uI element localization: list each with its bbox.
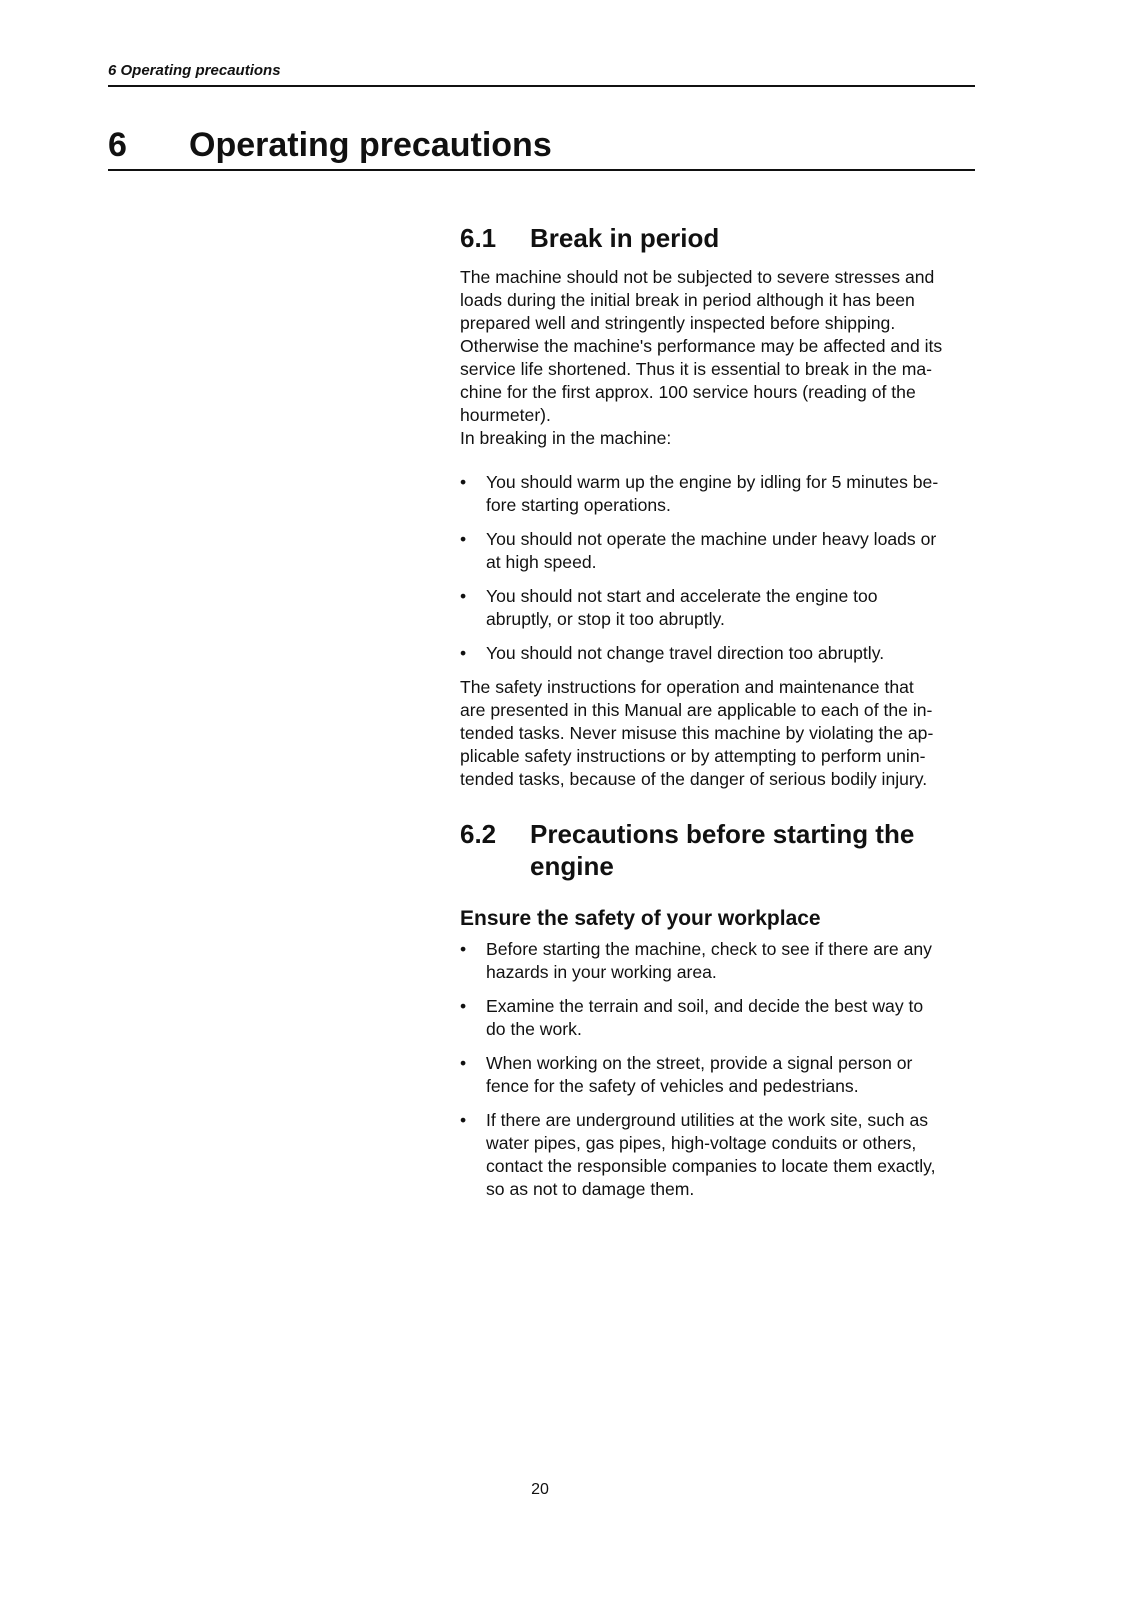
break-in-bullet-list bbox=[460, 471, 978, 665]
list-item bbox=[460, 642, 978, 665]
list-item bbox=[460, 528, 978, 574]
text-line: contact the responsible companies to locate them exactly, bbox=[486, 1156, 936, 1176]
intro-paragraph bbox=[460, 266, 978, 450]
bullet-icon: • bbox=[460, 472, 467, 492]
list-item bbox=[460, 585, 978, 631]
list-item bbox=[460, 995, 978, 1041]
text-line: hourmeter). bbox=[460, 405, 551, 425]
list-item bbox=[460, 938, 978, 984]
text-line: tended tasks. Never misuse this machine by violating the ap- bbox=[460, 723, 934, 743]
text-line: plicable safety instructions or by attempting to perform unin- bbox=[460, 746, 926, 766]
text-line: so as not to damage them. bbox=[486, 1179, 695, 1199]
closing-paragraph bbox=[460, 676, 978, 791]
text-line: chine for the first approx. 100 service hours (reading of the bbox=[460, 382, 916, 402]
text-line: Examine the terrain and soil, and decide the best way to bbox=[486, 996, 924, 1016]
text-line: loads during the initial break in period although it has been bbox=[460, 290, 915, 310]
header-rule bbox=[108, 85, 975, 87]
text-line: fence for the safety of vehicles and pedestrians. bbox=[486, 1076, 859, 1096]
bullet-icon: • bbox=[460, 1053, 467, 1073]
main-content bbox=[460, 222, 978, 1212]
text-line: You should warm up the engine by idling for 5 minutes be- bbox=[486, 472, 939, 492]
text-line: When working on the street, provide a signal person or bbox=[486, 1053, 913, 1073]
bullet-icon: • bbox=[460, 1110, 467, 1130]
running-header: 6 Operating precautions bbox=[108, 62, 281, 79]
text-line: hazards in your working area. bbox=[486, 962, 717, 982]
text-line: service life shortened. Thus it is essential to break in the ma- bbox=[460, 359, 932, 379]
text-line: fore starting operations. bbox=[486, 495, 671, 515]
section-heading-6-2 bbox=[460, 818, 978, 882]
section-title: Break in period bbox=[530, 223, 720, 253]
chapter-rule bbox=[108, 169, 975, 171]
text-line: You should not operate the machine under heavy loads or bbox=[486, 529, 937, 549]
section-number: 6.2 bbox=[460, 819, 497, 849]
page-number: 20 bbox=[531, 1481, 549, 1498]
workplace-bullet-list bbox=[460, 938, 978, 1201]
text-line: The safety instructions for operation and maintenance that bbox=[460, 677, 914, 697]
text-line: The machine should not be subjected to severe stresses and bbox=[460, 267, 935, 287]
text-line: prepared well and stringently inspected before shipping. bbox=[460, 313, 896, 333]
text-line: You should not change travel direction too abruptly. bbox=[486, 643, 885, 663]
text-line: do the work. bbox=[486, 1019, 582, 1039]
bullet-icon: • bbox=[460, 529, 467, 549]
text-line: at high speed. bbox=[486, 552, 597, 572]
section-title-line: Precautions before starting the bbox=[530, 819, 915, 849]
chapter-title: Operating precautions bbox=[189, 126, 552, 164]
text-line: Before starting the machine, check to see if there are any bbox=[486, 939, 932, 959]
text-line: tended tasks, because of the danger of serious bodily injury. bbox=[460, 769, 928, 789]
chapter-number: 6 bbox=[108, 126, 127, 164]
bullet-icon: • bbox=[460, 996, 467, 1016]
text-line: abruptly, or stop it too abruptly. bbox=[486, 609, 725, 629]
subheading-workplace-safety: Ensure the safety of your workplace bbox=[460, 907, 821, 930]
list-item bbox=[460, 471, 978, 517]
section-heading-6-1 bbox=[460, 222, 978, 254]
text-line: You should not start and accelerate the engine too bbox=[486, 586, 878, 606]
bullet-icon: • bbox=[460, 586, 467, 606]
section-number: 6.1 bbox=[460, 223, 497, 253]
list-item bbox=[460, 1052, 978, 1098]
bullet-icon: • bbox=[460, 643, 467, 663]
bullet-icon: • bbox=[460, 939, 467, 959]
text-line: If there are underground utilities at the work site, such as bbox=[486, 1110, 929, 1130]
text-line: In breaking in the machine: bbox=[460, 428, 672, 448]
text-line: water pipes, gas pipes, high-voltage conduits or others, bbox=[486, 1133, 917, 1153]
text-line: are presented in this Manual are applicable to each of the in- bbox=[460, 700, 933, 720]
text-line: Otherwise the machine's performance may be affected and its bbox=[460, 336, 943, 356]
list-item bbox=[460, 1109, 978, 1201]
section-title-line: engine bbox=[530, 851, 614, 881]
